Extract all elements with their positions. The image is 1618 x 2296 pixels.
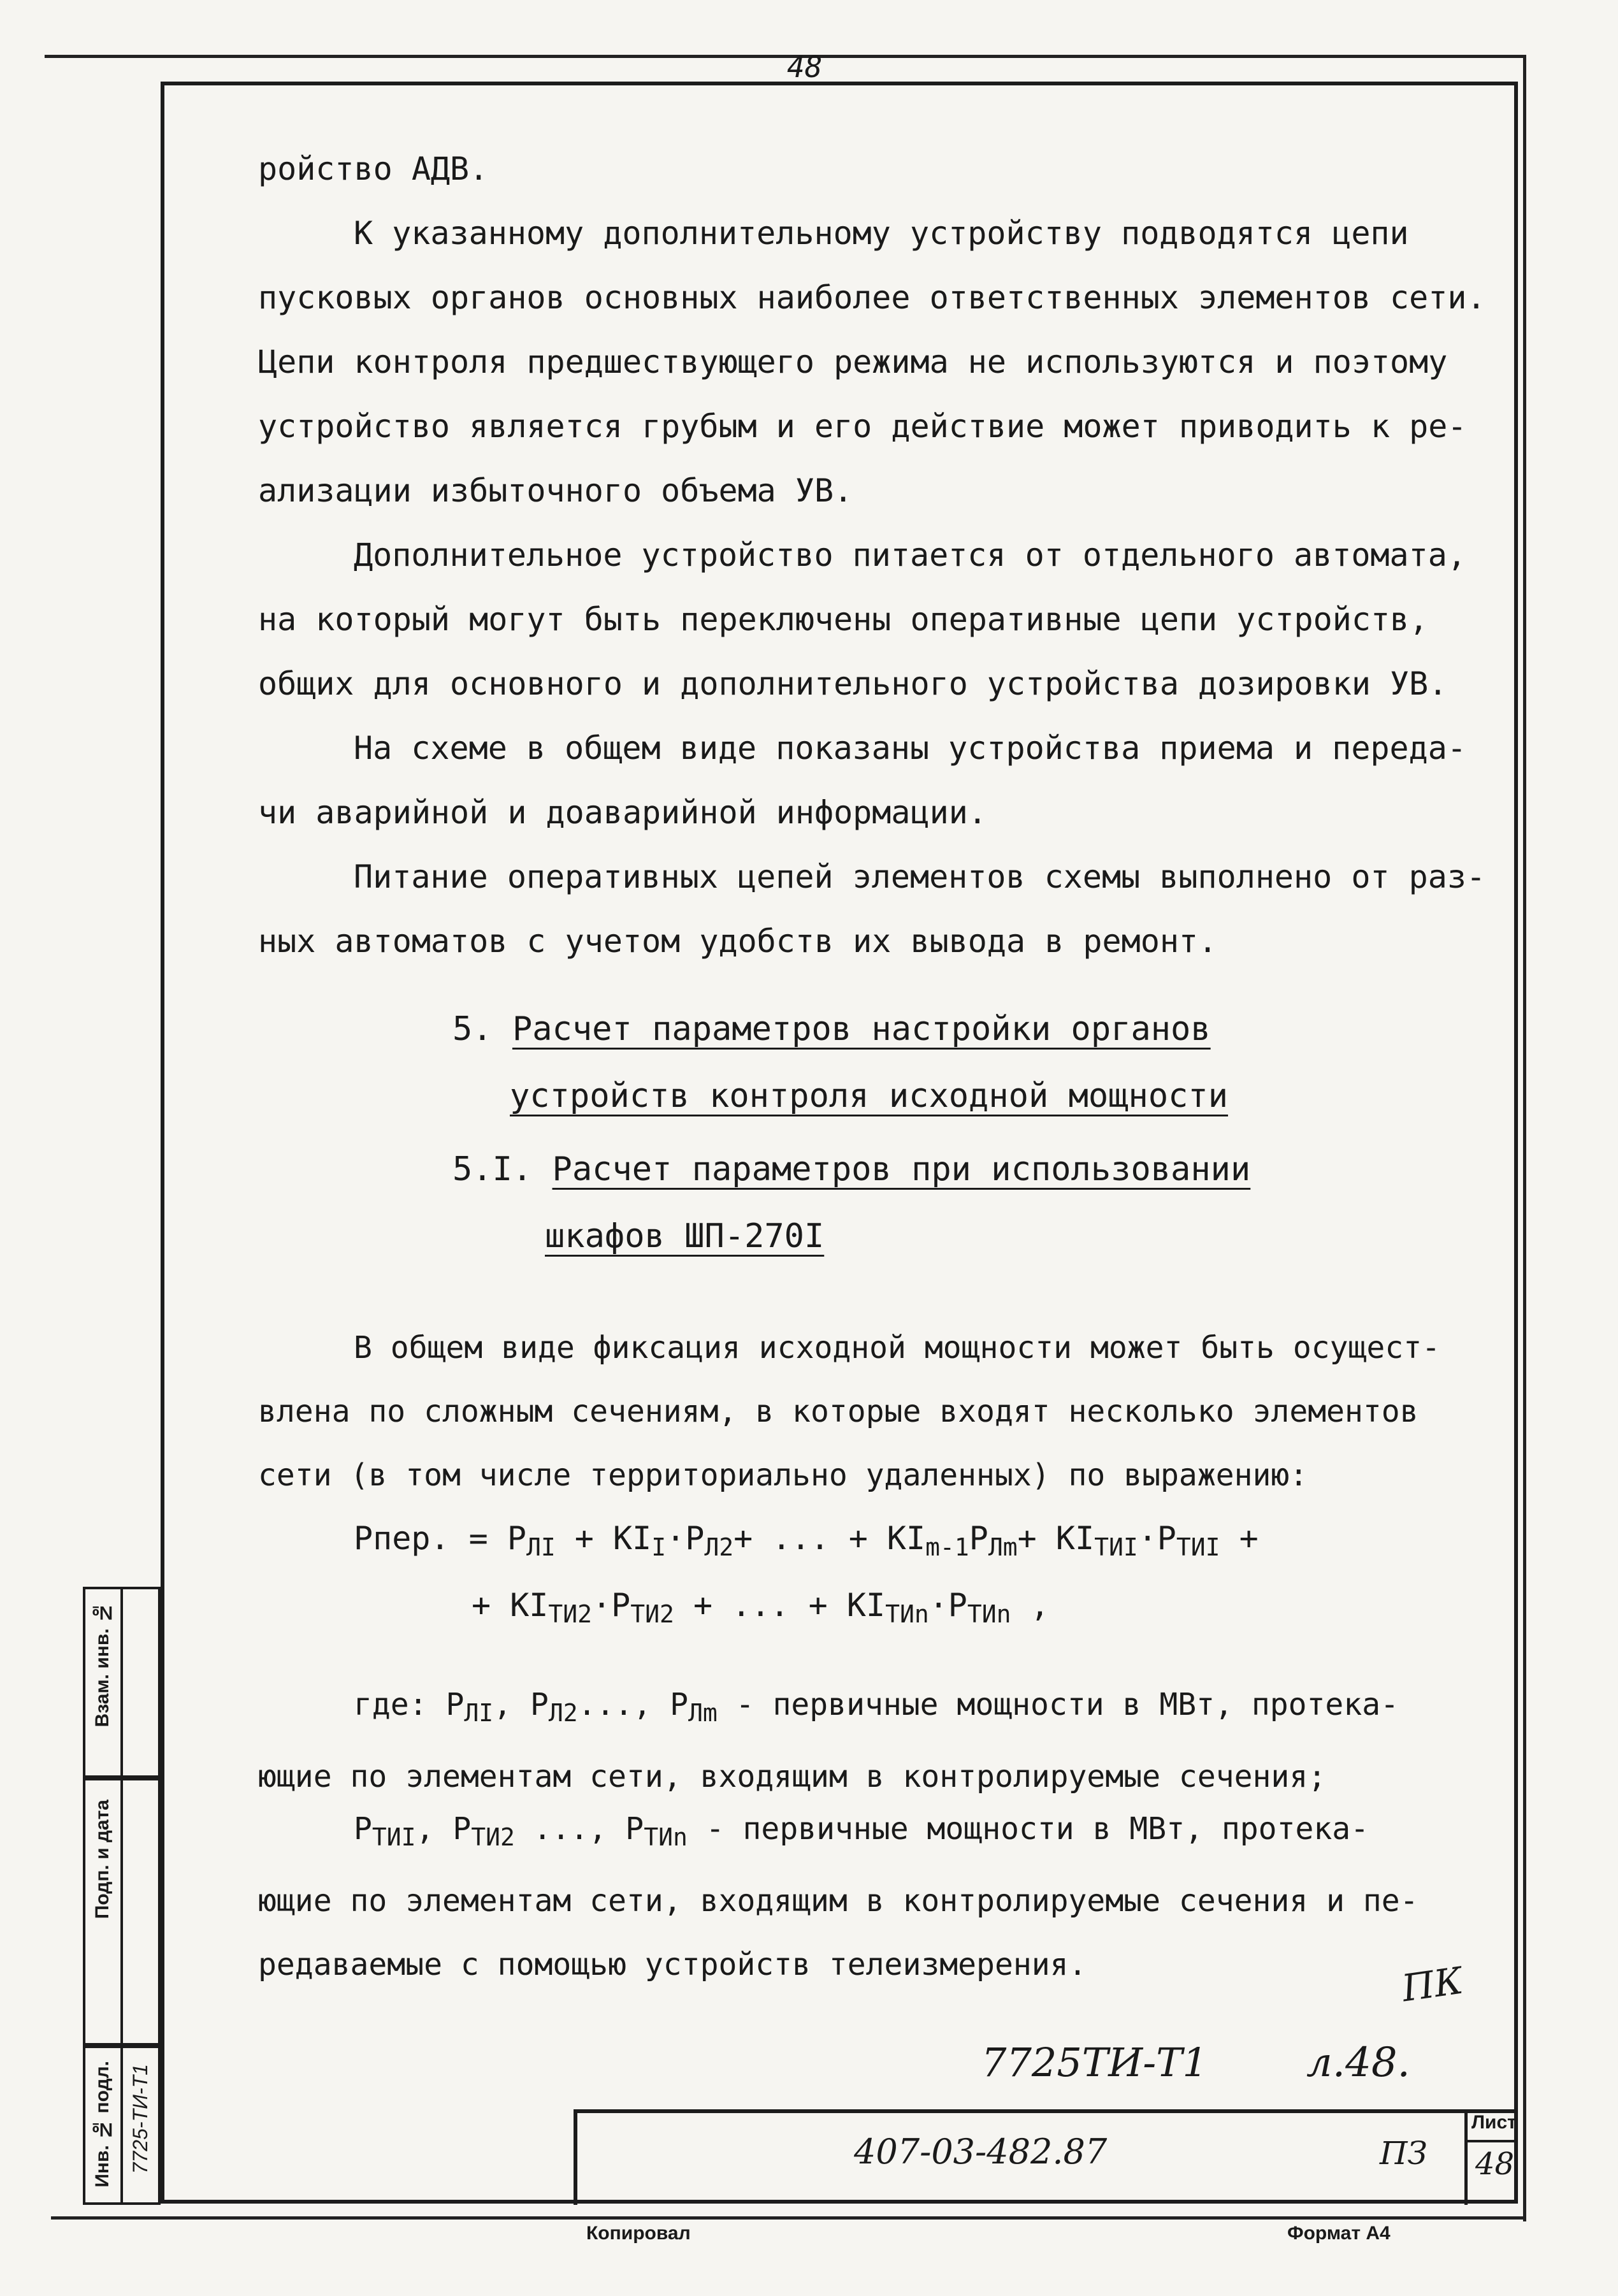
body-line: ализации избыточного объема УВ. [258,472,853,509]
formula-subscript: Л2 [704,1533,734,1561]
heading-line: шкафов ШП-270I [545,1217,825,1255]
where-text: ..., P [514,1811,644,1847]
side-stamp-sign-label: Подп. и дата [92,1800,113,1919]
where-line: редаваемые с помощью устройств телеизмерения. [258,1947,1087,1982]
sheet-divider [1468,2140,1518,2142]
where-text: ..., P [577,1687,689,1722]
heading-line: Расчет параметров при использовании [552,1150,1251,1188]
document-section: ПЗ [1380,2135,1427,2172]
body-line: на который могут быть переключены оперативные цепи устройств, [258,601,1429,638]
body-line: ройство АДВ. [258,150,489,187]
formula-subscript: ТИI [1176,1533,1220,1561]
handwritten-initials: ПК [1399,1958,1466,2011]
top-sheet-line [45,55,1526,58]
where-line [258,1797,1501,1869]
body-line: общих для основного и дополнительного устройства дозировки УВ. [258,665,1448,702]
where-subscript: Л2 [548,1699,578,1727]
formula-text: ·P [1138,1520,1176,1557]
formula-text: + ... + KI [733,1520,926,1557]
formula-subscript: ЛI [526,1533,556,1561]
where-text: - первичные мощности в МВт, протека- [687,1811,1369,1847]
section-heading-5-1-line2 [545,1217,824,1255]
paragraph-fixation [258,1316,1501,1507]
side-stamp-inv-label: Инв. № подл. [92,2061,113,2188]
sheet-cell [1464,2109,1518,2205]
footer-format: Формат А4 [1287,2223,1390,2244]
where-text: , P [493,1687,549,1722]
sheet-label: Лист [1471,2112,1517,2133]
formula-subscript: I [651,1533,667,1561]
heading-line: Расчет параметров настройки органов [512,1010,1211,1048]
page-top-number: 48 [787,50,823,84]
formula-text: ·P [592,1587,631,1624]
where-subscript: ТИI [372,1823,416,1851]
section-heading-5 [452,1010,1211,1048]
heading-number: 5.I. [452,1150,533,1188]
formula-text: , [1011,1587,1050,1624]
formula-subscript: ТИn [885,1600,929,1628]
footer-copied: Копировал [586,2223,691,2244]
handwritten-archive-number: 7725ТИ-Т1 [981,2039,1208,2086]
formula-subscript: ТИI [1094,1533,1138,1561]
side-stamp-sign [83,1778,161,2046]
formula-line-1 [354,1520,1259,1561]
where-subscript: Лm [688,1699,718,1727]
formula-text: + KI [472,1587,549,1624]
side-stamp-inv-value: 7725-ТИ-Т1 [129,2064,152,2174]
formula-subscript: Лm [988,1533,1018,1561]
side-stamp-divider [120,2048,123,2202]
heading-line: устройств контроля исходной мощности [510,1077,1229,1115]
section-heading-5-1 [452,1150,1250,1188]
formula-text: + KI [1017,1520,1095,1557]
formula-line-2 [472,1587,1050,1628]
where-text: P [354,1811,372,1847]
formula-text: Pпер. = P [354,1520,526,1557]
document-designation: 407-03-482.87 [854,2132,1108,2172]
handwritten-sheet-number: л.48. [1306,2039,1410,2086]
formula-subscript: ТИ2 [630,1600,674,1628]
side-stamp-divider [120,1589,123,1775]
body-line: ных автоматов с учетом удобств их вывода в ремонт. [258,923,1218,960]
side-stamp-replace-label: Взам. инв. № [92,1602,113,1728]
where-subscript: ТИn [644,1823,688,1851]
right-sheet-line [1523,55,1526,2221]
side-stamp-replace [83,1587,161,1778]
body-line: В общем виде фиксация исходной мощности может быть осущест- [354,1330,1441,1366]
body-line: К указанному дополнительному устройству подводятся цепи [354,215,1409,252]
where-clause-2 [258,1797,1501,1996]
where-text: - первичные мощности в МВт, протека- [717,1687,1399,1722]
section-heading-5-line2 [510,1077,1228,1115]
where-subscript: ЛI [464,1699,494,1727]
body-line: чи аварийной и доаварийной информации. [258,794,987,831]
body-line: пусковых органов основных наиболее ответственных элементов сети. [258,279,1486,316]
bottom-sheet-line [51,2216,1526,2220]
sheet-number: 48 [1475,2146,1515,2182]
body-line: Питание оперативных цепей элементов схемы выполнено от раз- [354,858,1486,895]
formula-text: + ... + KI [674,1587,886,1624]
formula-text: P [969,1520,988,1557]
formula-subscript: m-1 [925,1533,969,1561]
formula-text: ·P [928,1587,967,1624]
side-stamp-divider [120,1780,123,2043]
where-line: ющие по элементам сети, входящим в контролируемые сечения и пе- [258,1883,1419,1919]
body-paragraphs [258,137,1501,974]
body-line: устройство является грубым и его действие может приводить к ре- [258,408,1467,445]
body-line: Цепи контроля предшествующего режима не используются и поэтому [258,343,1448,380]
formula-subscript: ТИ2 [548,1600,593,1628]
where-text: где: P [354,1687,465,1722]
body-line: Дополнительное устройство питается от отдельного автомата, [354,537,1466,574]
formula-subscript: ТИn [967,1600,1011,1628]
where-line: ющие по элементам сети, входящим в контролируемые сечения; [258,1759,1327,1794]
heading-number: 5. [452,1010,493,1048]
where-line [258,1673,1501,1745]
where-clause-1 [258,1673,1501,1809]
formula-text: ·P [666,1520,705,1557]
body-line: сети (в том числе территориально удаленных) по выражению: [258,1457,1308,1493]
formula-text: + [1220,1520,1259,1557]
body-line: На схеме в общем виде показаны устройства приема и переда- [354,730,1466,767]
body-line: влена по сложным сечениям, в которые входят несколько элементов [258,1394,1419,1429]
where-subscript: ТИ2 [471,1823,515,1851]
formula-text: + KI [555,1520,652,1557]
side-stamp-inventory [83,2046,161,2205]
where-text: , P [415,1811,472,1847]
